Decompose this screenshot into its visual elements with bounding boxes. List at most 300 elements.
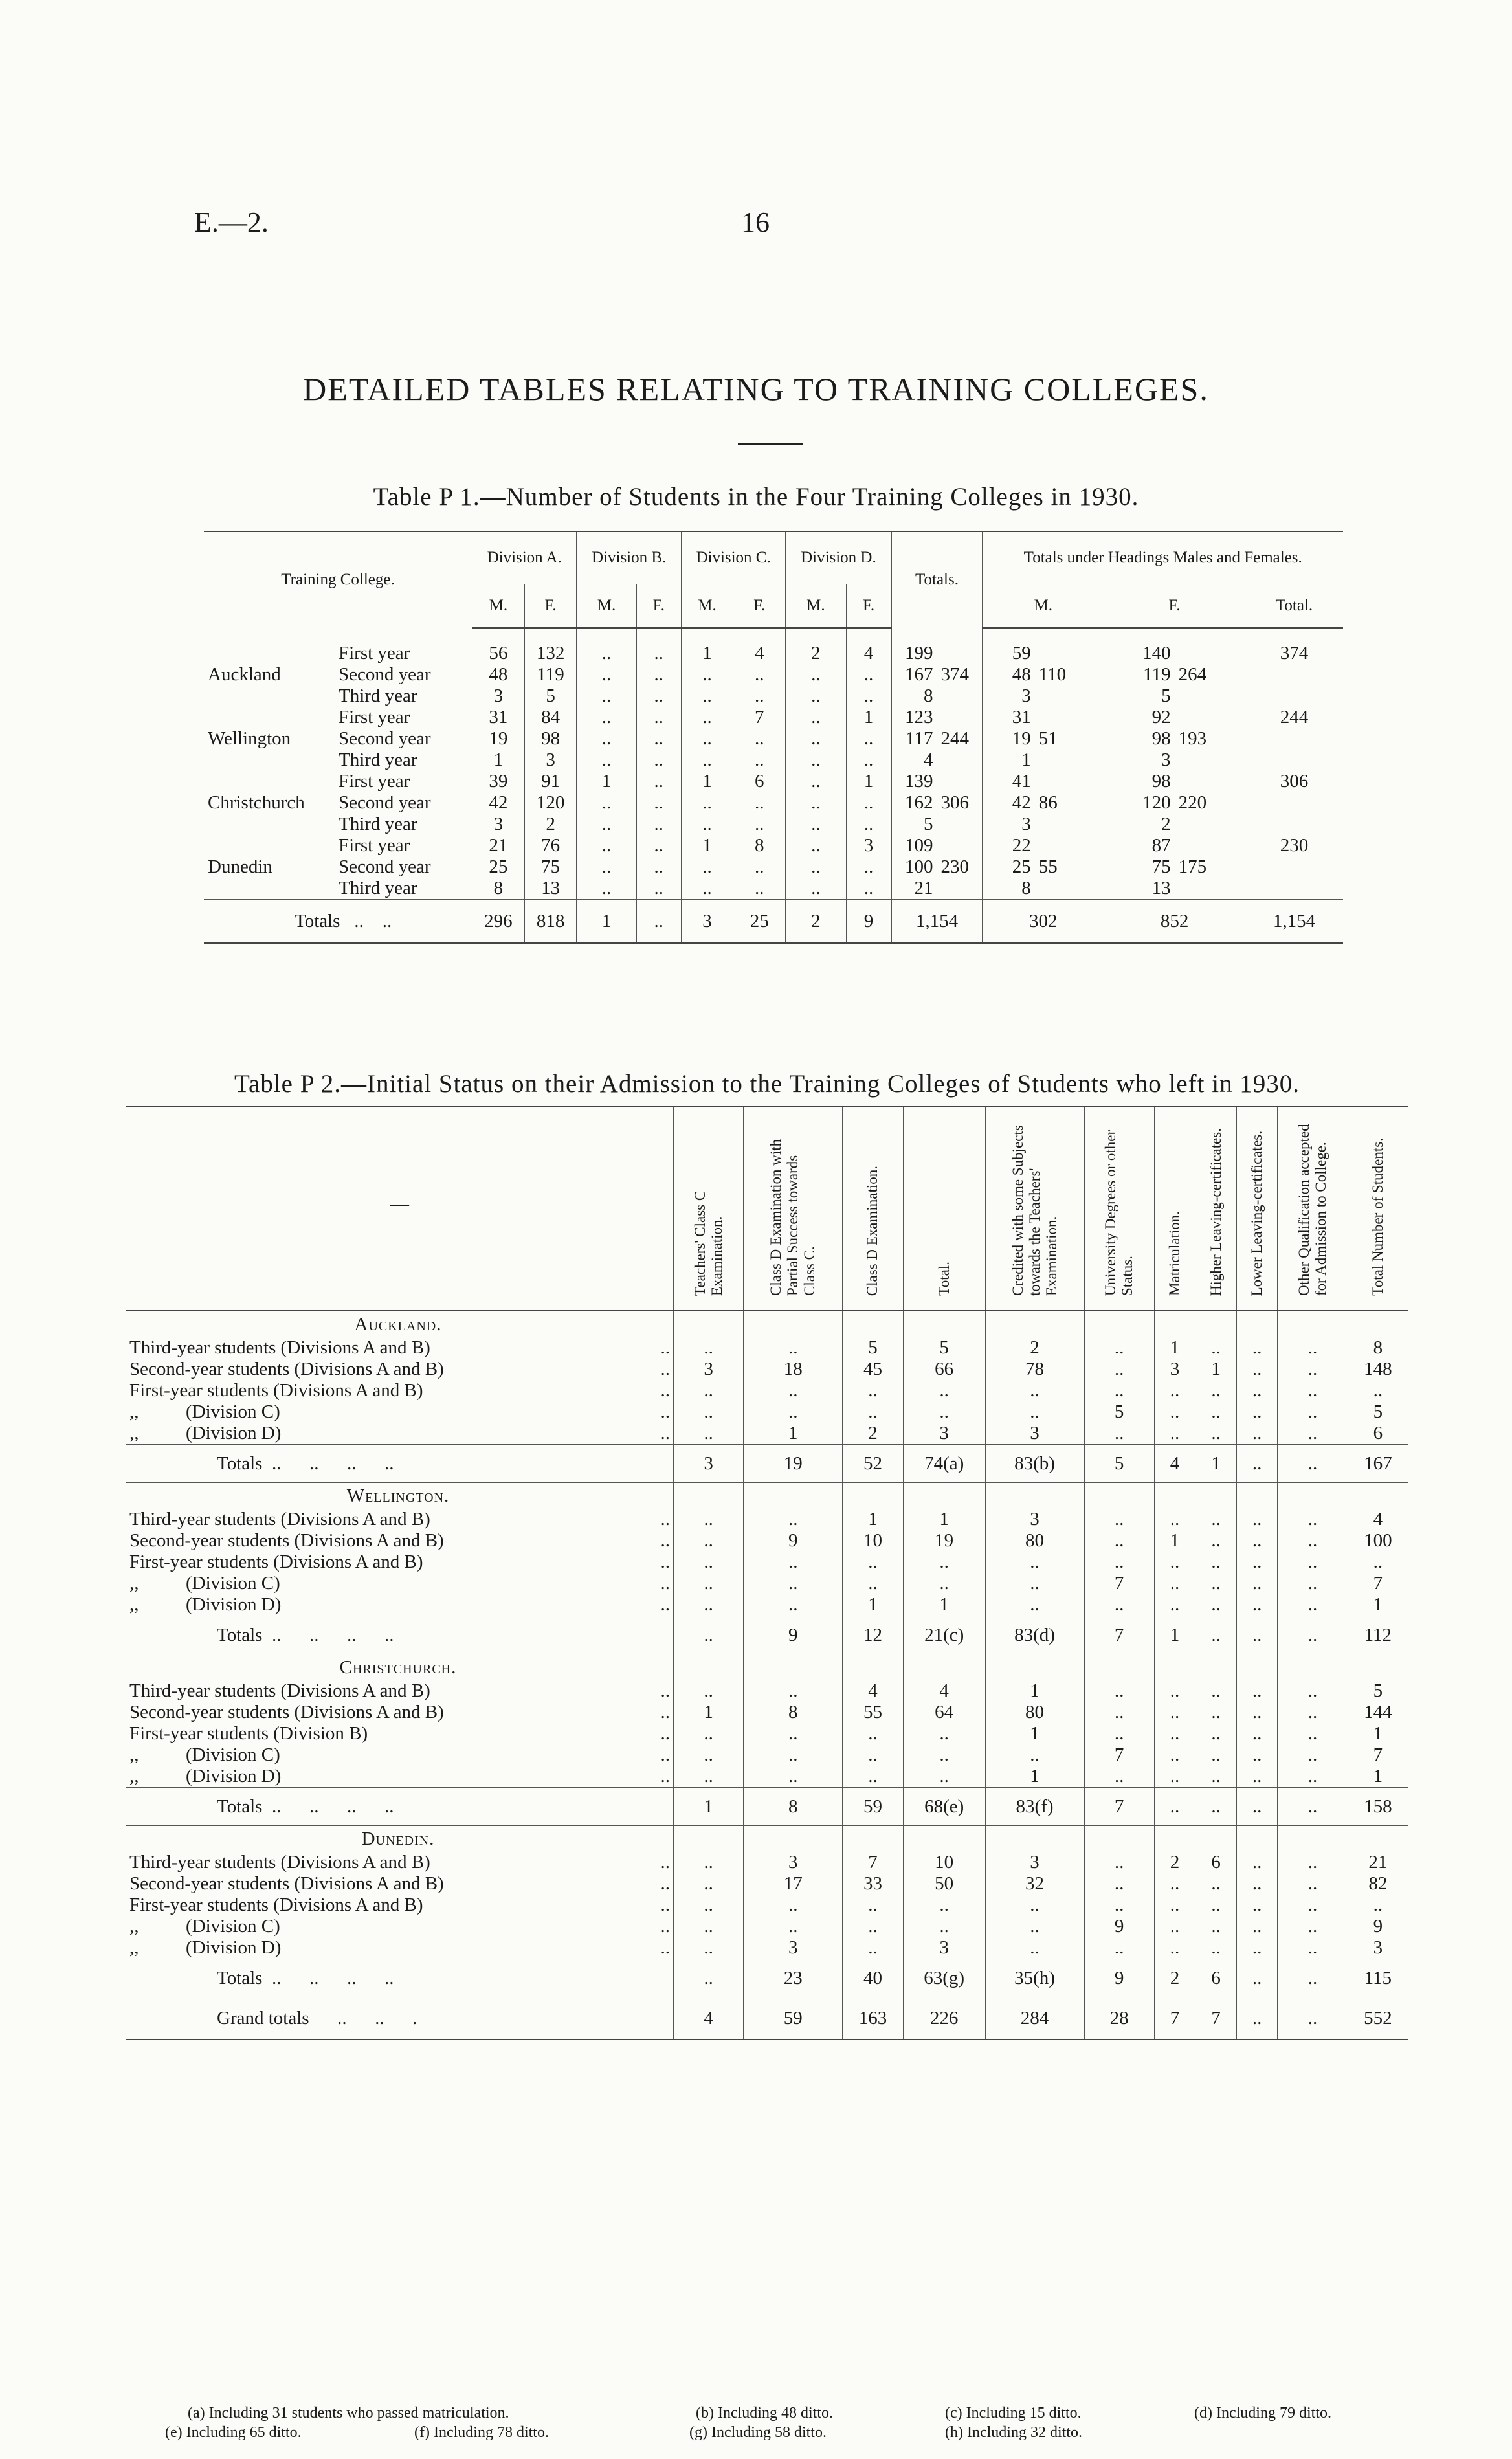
cell-heading-m: 31 xyxy=(983,707,1035,728)
row-label-text: First-year students (Divisions A and B) xyxy=(129,1552,423,1572)
row-label-text: ,, (Division D) xyxy=(129,1423,282,1443)
cell-value: .. xyxy=(985,1573,1084,1594)
row-label: Third-year students (Divisions A and B) .. xyxy=(129,1509,670,1530)
cell-heading-m: 1 xyxy=(983,750,1035,771)
cell-value: .. xyxy=(744,1895,843,1916)
cell-group-total xyxy=(937,685,982,707)
col-header-2 xyxy=(744,1106,843,1311)
cell-value: 5 xyxy=(1348,1680,1408,1702)
college-name: Auckland xyxy=(208,664,281,685)
cell-value: .. xyxy=(744,1573,843,1594)
cell-value: .. xyxy=(1236,1509,1278,1530)
cell-a-f: 84 xyxy=(524,707,577,728)
cell-value: 2 xyxy=(843,1423,904,1445)
cell-group-total xyxy=(937,707,982,728)
cell-value: 1 xyxy=(674,1702,744,1723)
footnote-c: (c) Including 15 ditto. xyxy=(945,2405,1082,2421)
cell-c-f: 8 xyxy=(733,835,786,856)
total-value: .. xyxy=(1278,1445,1348,1483)
cell-value: .. xyxy=(1278,1359,1348,1380)
cell-value: .. xyxy=(1084,1530,1154,1552)
cell-value: .. xyxy=(1348,1552,1408,1573)
cell-b-m: .. xyxy=(577,685,636,707)
cell-b-f: .. xyxy=(636,878,681,900)
row-label: Second-year students (Divisions A and B) .. xyxy=(129,1359,670,1379)
col-header-text: Class D Examination with Partial Success towards Class C. xyxy=(768,1139,818,1296)
cell-b-m: 1 xyxy=(577,771,636,792)
cell-value: .. xyxy=(1236,1423,1278,1445)
totals-label-text: Totals xyxy=(217,1967,263,1988)
footnote-h: (h) Including 32 ditto. xyxy=(945,2424,1082,2441)
grand-total-value: 59 xyxy=(744,1997,843,2040)
cell-value: .. xyxy=(903,1723,985,1744)
cell-value: .. xyxy=(843,1937,904,1959)
cell-value: 3 xyxy=(903,1423,985,1445)
cell-b-m: .. xyxy=(577,728,636,750)
table1-caption: Table P 1.—Number of Students in the Four Training Colleges in 1930. xyxy=(373,483,1139,511)
cell-value: .. xyxy=(674,1552,744,1573)
cell-value: .. xyxy=(674,1680,744,1702)
cell-value: 9 xyxy=(1084,1916,1154,1937)
cell-d-m: .. xyxy=(786,771,846,792)
college-name: Dunedin xyxy=(208,856,272,877)
cell-d-m: .. xyxy=(786,750,846,771)
cell-b-f: .. xyxy=(636,643,681,664)
cell-heading-m: 19 xyxy=(983,728,1035,750)
cell-total: 167 xyxy=(891,664,937,685)
col-header-text: Other Qualification accepted for Admission to College. xyxy=(1296,1124,1329,1296)
cell-value: .. xyxy=(674,1337,744,1359)
total-heading-m: 302 xyxy=(983,900,1104,944)
table-row xyxy=(126,1852,1408,1873)
cell-value: 82 xyxy=(1348,1873,1408,1895)
cell-value: 3 xyxy=(903,1937,985,1959)
cell-college-total xyxy=(1245,728,1343,750)
cell-value: .. xyxy=(903,1766,985,1788)
cell-d-f: .. xyxy=(846,814,891,835)
cell-value: .. xyxy=(744,1509,843,1530)
cell-value: 64 xyxy=(903,1702,985,1723)
total-value: .. xyxy=(1278,1788,1348,1826)
table2-body xyxy=(126,1311,1408,1997)
cell-value: 3 xyxy=(1348,1937,1408,1959)
table-row xyxy=(126,1530,1408,1552)
section-name: Christchurch. xyxy=(339,1656,457,1678)
cell-c-f: 6 xyxy=(733,771,786,792)
row-label: Second-year students (Divisions A and B) .. xyxy=(129,1530,670,1551)
cell-value: .. xyxy=(843,1380,904,1401)
cell-value: .. xyxy=(1278,1401,1348,1423)
total-value: 40 xyxy=(843,1959,904,1997)
cell-value: 1 xyxy=(1348,1594,1408,1616)
cell-heading-f: 5 xyxy=(1104,685,1175,707)
cell-b-f: .. xyxy=(636,664,681,685)
cell-heading-f-sum: 220 xyxy=(1178,792,1207,813)
cell-d-m: .. xyxy=(786,835,846,856)
cell-heading-f: 75 xyxy=(1104,856,1175,878)
cell-a-m: 8 xyxy=(472,878,525,900)
cell-d-m: 2 xyxy=(786,643,846,664)
row-label-text: Third-year students (Divisions A and B) xyxy=(129,1680,430,1701)
cell-value: 1 xyxy=(1154,1337,1195,1359)
cell-value: .. xyxy=(903,1401,985,1423)
cell-group-total xyxy=(937,835,982,856)
college-year-row xyxy=(204,814,1343,835)
cell-value: 21 xyxy=(1348,1852,1408,1873)
cell-heading-f: 3 xyxy=(1104,750,1175,771)
total-value: 2 xyxy=(1154,1959,1195,1997)
cell-a-f: 119 xyxy=(524,664,577,685)
cell-value: .. xyxy=(1236,1852,1278,1873)
cell-value: .. xyxy=(985,1895,1084,1916)
cell-value: 9 xyxy=(744,1530,843,1552)
cell-heading-f-sum xyxy=(1175,750,1245,771)
cell-c-f: .. xyxy=(733,814,786,835)
sub-f: F. xyxy=(524,584,577,629)
total-value: 83(d) xyxy=(985,1616,1084,1654)
year-label: First year xyxy=(339,643,410,663)
table-row xyxy=(126,1337,1408,1359)
table-p1 xyxy=(204,531,1343,944)
cell-value: .. xyxy=(1236,1530,1278,1552)
cell-value: .. xyxy=(1195,1573,1237,1594)
total-value: 19 xyxy=(744,1445,843,1483)
cell-b-f: .. xyxy=(636,707,681,728)
cell-group-total: 244 xyxy=(940,728,969,749)
total-value: 21(c) xyxy=(903,1616,985,1654)
col-header-7 xyxy=(1154,1106,1195,1311)
section-name: Dunedin. xyxy=(361,1828,435,1849)
cell-total: 139 xyxy=(891,771,937,792)
cell-value: 7 xyxy=(1084,1573,1154,1594)
college-year-row xyxy=(204,750,1343,771)
total-value: 167 xyxy=(1348,1445,1408,1483)
cell-d-f: .. xyxy=(846,750,891,771)
total-value: 1 xyxy=(1154,1616,1195,1654)
table1-header-row xyxy=(204,531,1343,584)
table-p2 xyxy=(126,1106,1408,2040)
row-label: Second-year students (Divisions A and B) .. xyxy=(129,1702,670,1722)
cell-value: .. xyxy=(1278,1423,1348,1445)
cell-heading-f: 13 xyxy=(1104,878,1175,900)
total-value: 9 xyxy=(744,1616,843,1654)
row-label: Third-year students (Divisions A and B) .. xyxy=(129,1337,670,1358)
cell-value: .. xyxy=(1195,1423,1237,1445)
cell-value: .. xyxy=(1195,1594,1237,1616)
cell-c-f: .. xyxy=(733,750,786,771)
row-label: ,, (Division C) .. xyxy=(129,1916,670,1937)
cell-value: .. xyxy=(1236,1702,1278,1723)
row-label: ,, (Division D) .. xyxy=(129,1937,670,1958)
college-year-row xyxy=(204,728,1343,750)
cell-a-m: 42 xyxy=(472,792,525,814)
row-label-text: First-year students (Divisions A and B) xyxy=(129,1380,423,1401)
sub-m: M. xyxy=(681,584,733,629)
cell-value: .. xyxy=(1236,1680,1278,1702)
cell-value: 4 xyxy=(1348,1509,1408,1530)
cell-value: 10 xyxy=(903,1852,985,1873)
year-label: Second year xyxy=(339,792,431,813)
cell-b-m: .. xyxy=(577,814,636,835)
row-label-text: ,, (Division C) xyxy=(129,1401,280,1422)
college-year-row xyxy=(204,835,1343,856)
cell-college-total xyxy=(1245,856,1343,878)
cell-value: .. xyxy=(1154,1423,1195,1445)
cell-b-m: .. xyxy=(577,856,636,878)
cell-college-total: 374 xyxy=(1245,643,1343,664)
section-totals-row xyxy=(126,1788,1408,1826)
college-name: Wellington xyxy=(208,728,291,749)
col-division-b: Division B. xyxy=(577,531,681,584)
cell-d-f: .. xyxy=(846,728,891,750)
table2-caption: Table P 2.—Initial Status on their Admission to the Training Colleges of Students who left in 1930. xyxy=(234,1070,1300,1098)
total-value: 74(a) xyxy=(903,1445,985,1483)
cell-b-m: .. xyxy=(577,664,636,685)
cell-c-f: 7 xyxy=(733,707,786,728)
cell-value: .. xyxy=(1278,1337,1348,1359)
cell-value: .. xyxy=(744,1401,843,1423)
col-header-text: Total Number of Students. xyxy=(1369,1138,1386,1296)
cell-b-f: .. xyxy=(636,728,681,750)
section-heading-row xyxy=(126,1311,1408,1337)
cell-a-f: 3 xyxy=(524,750,577,771)
table-row xyxy=(126,1552,1408,1573)
cell-value: .. xyxy=(1195,1873,1237,1895)
cell-heading-f: 87 xyxy=(1104,835,1175,856)
cell-value: 18 xyxy=(744,1359,843,1380)
cell-value: .. xyxy=(1154,1702,1195,1723)
row-label-text: Second-year students (Divisions A and B) xyxy=(129,1702,444,1722)
cell-d-m: .. xyxy=(786,664,846,685)
total-value: .. xyxy=(674,1616,744,1654)
row-label: First-year students (Division B) .. xyxy=(129,1723,670,1744)
cell-value: .. xyxy=(744,1594,843,1616)
cell-a-m: 21 xyxy=(472,835,525,856)
total-value: .. xyxy=(1236,1788,1278,1826)
cell-value: 7 xyxy=(1348,1573,1408,1594)
cell-value: .. xyxy=(1154,1744,1195,1766)
cell-total: 5 xyxy=(891,814,937,835)
year-label: First year xyxy=(339,707,410,728)
table-row xyxy=(126,1380,1408,1401)
cell-value: 1 xyxy=(903,1594,985,1616)
cell-a-f: 76 xyxy=(524,835,577,856)
row-label-text: ,, (Division D) xyxy=(129,1766,282,1786)
cell-a-m: 3 xyxy=(472,685,525,707)
cell-heading-m-sum xyxy=(1035,771,1104,792)
col-header-3 xyxy=(843,1106,904,1311)
cell-value: .. xyxy=(1084,1509,1154,1530)
table-row xyxy=(126,1401,1408,1423)
total-value: 6 xyxy=(1195,1959,1237,1997)
cell-heading-f-sum xyxy=(1175,685,1245,707)
cell-value: .. xyxy=(903,1895,985,1916)
cell-heading-m-sum: 51 xyxy=(1038,728,1058,749)
year-label: Second year xyxy=(339,856,431,877)
total-value: 83(b) xyxy=(985,1445,1084,1483)
total-value: .. xyxy=(1195,1616,1237,1654)
totals-label-text: Totals xyxy=(217,1624,263,1645)
cell-value: .. xyxy=(903,1552,985,1573)
cell-b-m: .. xyxy=(577,835,636,856)
col-header-4 xyxy=(903,1106,985,1311)
row-label-text: ,, (Division C) xyxy=(129,1573,280,1594)
sub-f: F. xyxy=(733,584,786,629)
cell-value: 5 xyxy=(1084,1401,1154,1423)
cell-c-f: 4 xyxy=(733,643,786,664)
cell-value: 10 xyxy=(843,1530,904,1552)
cell-value: .. xyxy=(1195,1723,1237,1744)
cell-b-f: .. xyxy=(636,792,681,814)
cell-value: 6 xyxy=(1348,1423,1408,1445)
cell-heading-f-sum xyxy=(1175,835,1245,856)
total-b-m: 1 xyxy=(577,900,636,944)
cell-heading-m: 8 xyxy=(983,878,1035,900)
cell-college-total xyxy=(1245,792,1343,814)
cell-value: .. xyxy=(1278,1895,1348,1916)
cell-a-f: 98 xyxy=(524,728,577,750)
cell-heading-m-sum xyxy=(1035,750,1104,771)
cell-a-f: 5 xyxy=(524,685,577,707)
col-training-college: Training College. xyxy=(204,531,472,628)
cell-value: .. xyxy=(1154,1594,1195,1616)
cell-value: 66 xyxy=(903,1359,985,1380)
cell-b-f: .. xyxy=(636,685,681,707)
cell-value: .. xyxy=(1236,1337,1278,1359)
cell-b-f: .. xyxy=(636,750,681,771)
cell-total: 8 xyxy=(891,685,937,707)
cell-d-f: 4 xyxy=(846,643,891,664)
total-value: 8 xyxy=(744,1788,843,1826)
cell-college-total xyxy=(1245,814,1343,835)
cell-value: 4 xyxy=(843,1680,904,1702)
cell-group-total: 306 xyxy=(940,792,969,813)
cell-value: .. xyxy=(985,1744,1084,1766)
totals-label: Totals .. .. .. .. xyxy=(126,1616,674,1654)
cell-college-total xyxy=(1245,750,1343,771)
cell-heading-f-sum xyxy=(1175,707,1245,728)
row-label-text: Third-year students (Divisions A and B) xyxy=(129,1852,430,1873)
cell-heading-f: 92 xyxy=(1104,707,1175,728)
section-name: Auckland. xyxy=(354,1313,442,1335)
cell-value: .. xyxy=(1195,1766,1237,1788)
cell-value: .. xyxy=(1154,1552,1195,1573)
cell-value: 7 xyxy=(1084,1744,1154,1766)
cell-c-m: .. xyxy=(681,685,733,707)
cell-value: .. xyxy=(1195,1702,1237,1723)
cell-value: .. xyxy=(1278,1680,1348,1702)
cell-value: 7 xyxy=(843,1852,904,1873)
totals-label: Totals .. .. xyxy=(204,900,472,944)
cell-heading-m: 3 xyxy=(983,685,1035,707)
cell-value: 100 xyxy=(1348,1530,1408,1552)
cell-heading-f: 120 xyxy=(1104,792,1175,814)
totals-label: Totals .. .. .. .. xyxy=(126,1445,674,1483)
cell-value: 32 xyxy=(985,1873,1084,1895)
section-totals-row xyxy=(126,1959,1408,1997)
col-header-9 xyxy=(1236,1106,1278,1311)
row-label-text: Third-year students (Divisions A and B) xyxy=(129,1337,430,1358)
cell-value: .. xyxy=(903,1573,985,1594)
cell-value: 3 xyxy=(985,1852,1084,1873)
cell-value: .. xyxy=(1195,1552,1237,1573)
total-value: .. xyxy=(1278,1959,1348,1997)
cell-b-f: .. xyxy=(636,814,681,835)
cell-value: .. xyxy=(1154,1509,1195,1530)
cell-b-f: .. xyxy=(636,771,681,792)
cell-value: .. xyxy=(1236,1723,1278,1744)
row-label: ,, (Division D) .. xyxy=(129,1766,670,1786)
cell-heading-f-sum: 264 xyxy=(1178,664,1207,685)
grand-total-value: 7 xyxy=(1195,1997,1237,2040)
col-division-d: Division D. xyxy=(786,531,891,584)
cell-d-f: .. xyxy=(846,878,891,900)
sub-m: M. xyxy=(983,584,1104,629)
college-year-row xyxy=(204,771,1343,792)
cell-value: .. xyxy=(1195,1916,1237,1937)
row-label: ,, (Division D) .. xyxy=(129,1594,670,1615)
sub-f: F. xyxy=(1104,584,1245,629)
cell-value: .. xyxy=(1236,1573,1278,1594)
cell-value: .. xyxy=(1154,1380,1195,1401)
cell-heading-f-sum: 193 xyxy=(1178,728,1207,749)
total-value: 35(h) xyxy=(985,1959,1084,1997)
grand-total-value: 4 xyxy=(674,1997,744,2040)
total-value: 23 xyxy=(744,1959,843,1997)
col-header-0: — xyxy=(126,1106,674,1311)
col-header-10 xyxy=(1278,1106,1348,1311)
cell-value: .. xyxy=(1084,1337,1154,1359)
cell-value: 45 xyxy=(843,1359,904,1380)
cell-value: .. xyxy=(903,1380,985,1401)
cell-c-f: .. xyxy=(733,728,786,750)
cell-value: .. xyxy=(985,1552,1084,1573)
cell-value: 9 xyxy=(1348,1916,1408,1937)
cell-value: .. xyxy=(1236,1937,1278,1959)
cell-value: .. xyxy=(674,1744,744,1766)
totals-label: Totals .. .. .. .. xyxy=(126,1959,674,1997)
cell-value: .. xyxy=(1236,1916,1278,1937)
row-label: Third-year students (Divisions A and B) .. xyxy=(129,1852,670,1873)
cell-c-m: .. xyxy=(681,728,733,750)
cell-d-m: .. xyxy=(786,878,846,900)
cell-c-m: .. xyxy=(681,878,733,900)
cell-value: 1 xyxy=(985,1723,1084,1744)
cell-value: .. xyxy=(985,1937,1084,1959)
col-header-11 xyxy=(1348,1106,1408,1311)
total-value: 5 xyxy=(1084,1445,1154,1483)
cell-b-f: .. xyxy=(636,856,681,878)
cell-d-m: .. xyxy=(786,707,846,728)
total-heading-f: 852 xyxy=(1104,900,1245,944)
cell-value: .. xyxy=(1236,1401,1278,1423)
cell-value: .. xyxy=(674,1573,744,1594)
col-header-8 xyxy=(1195,1106,1237,1311)
cell-value: .. xyxy=(1236,1766,1278,1788)
cell-value: .. xyxy=(1195,1680,1237,1702)
cell-college-total: 230 xyxy=(1245,835,1343,856)
cell-heading-m: 22 xyxy=(983,835,1035,856)
cell-value: .. xyxy=(1084,1359,1154,1380)
total-b-f: .. xyxy=(636,900,681,944)
cell-b-m: .. xyxy=(577,707,636,728)
cell-value: .. xyxy=(744,1766,843,1788)
cell-c-f: .. xyxy=(733,856,786,878)
cell-b-f: .. xyxy=(636,835,681,856)
total-value: 59 xyxy=(843,1788,904,1826)
cell-heading-m: 42 xyxy=(983,792,1035,814)
cell-value: .. xyxy=(1195,1380,1237,1401)
